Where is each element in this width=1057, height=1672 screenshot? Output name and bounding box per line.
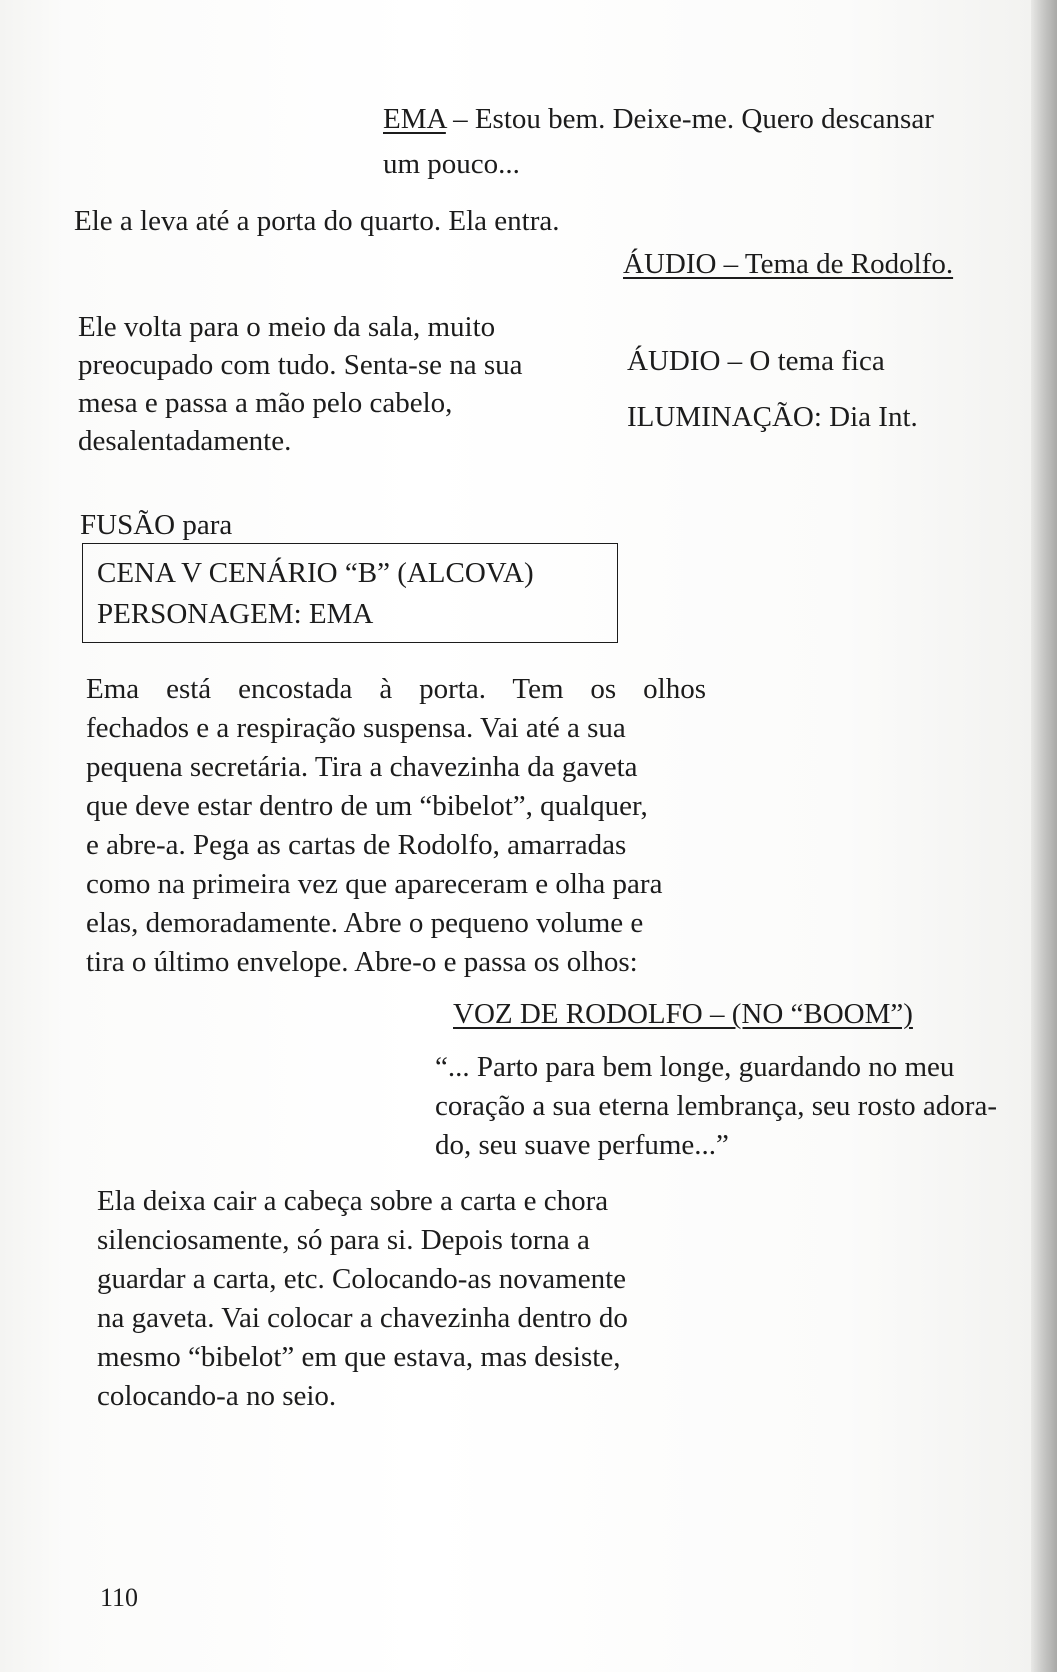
action-line: Ela deixa cair a cabeça sobre a carta e chora [97,1185,609,1217]
action-line: Ema está encostada à porta. Tem os olhos [86,673,706,705]
action-line: Ele volta para o meio da sala, muito [78,311,496,343]
action-line: mesa e passa a mão pelo cabelo, [78,387,453,419]
scene-heading: CENA V CENÁRIO “B” (ALCOVA) [97,557,534,589]
audio-cue-rodolfo-theme: ÁUDIO – Tema de Rodolfo. [623,248,954,280]
action-line: que deve estar dentro de um “bibelot”, qualquer, [86,790,648,822]
lighting-cue: ILUMINAÇÃO: Dia Int. [627,401,918,433]
page-number: 110 [100,1583,139,1612]
letter-line: “... Parto para bem longe, guardando no meu [435,1051,955,1083]
action-line: colocando-a no seio. [97,1380,337,1412]
action-line: guardar a carta, etc. Colocando-as novamente [97,1263,626,1295]
action-line: desalentadamente. [78,425,292,457]
letter-line: coração a sua eterna lembrança, seu rosto adora- [435,1090,997,1122]
action-line: fechados e a respiração suspensa. Vai até a sua [86,712,626,744]
transition-fusao: FUSÃO para [80,509,233,541]
character-name-ema: EMA [383,103,446,135]
action-line: na gaveta. Vai colocar a chavezinha dentro do [97,1302,628,1334]
letter-line: do, seu suave perfume...” [435,1129,729,1161]
voice-cue-rodolfo: VOZ DE RODOLFO – (NO “BOOM”) [453,998,913,1030]
action-line: e abre-a. Pega as cartas de Rodolfo, amarradas [86,829,627,861]
action-line: pequena secretária. Tira a chavezinha da gaveta [86,751,638,783]
action-line: silenciosamente, só para si. Depois torna a [97,1224,590,1256]
action-line: elas, demoradamente. Abre o pequeno volume e [86,907,644,939]
action-line: tira o último envelope. Abre-o e passa os olhos: [86,946,638,978]
ema-speech-2: um pouco... [383,148,520,180]
action-line: como na primeira vez que apareceram e olha para [86,868,663,900]
action-line: preocupado com tudo. Senta-se na sua [78,349,523,381]
page-gutter-shadow [1031,0,1057,1672]
action-leads-to-room: Ele a leva até a porta do quarto. Ela entra. [74,205,560,237]
ema-dialogue-line-1 [383,100,934,138]
audio-cue-theme-stays: ÁUDIO – O tema fica [627,345,885,377]
scene-characters: PERSONAGEM: EMA [97,598,374,630]
ema-speech-1: – Estou bem. Deixe-me. Quero descansar [453,103,934,135]
scene-heading-box [82,543,618,643]
action-line: mesmo “bibelot” em que estava, mas desiste, [97,1341,621,1373]
